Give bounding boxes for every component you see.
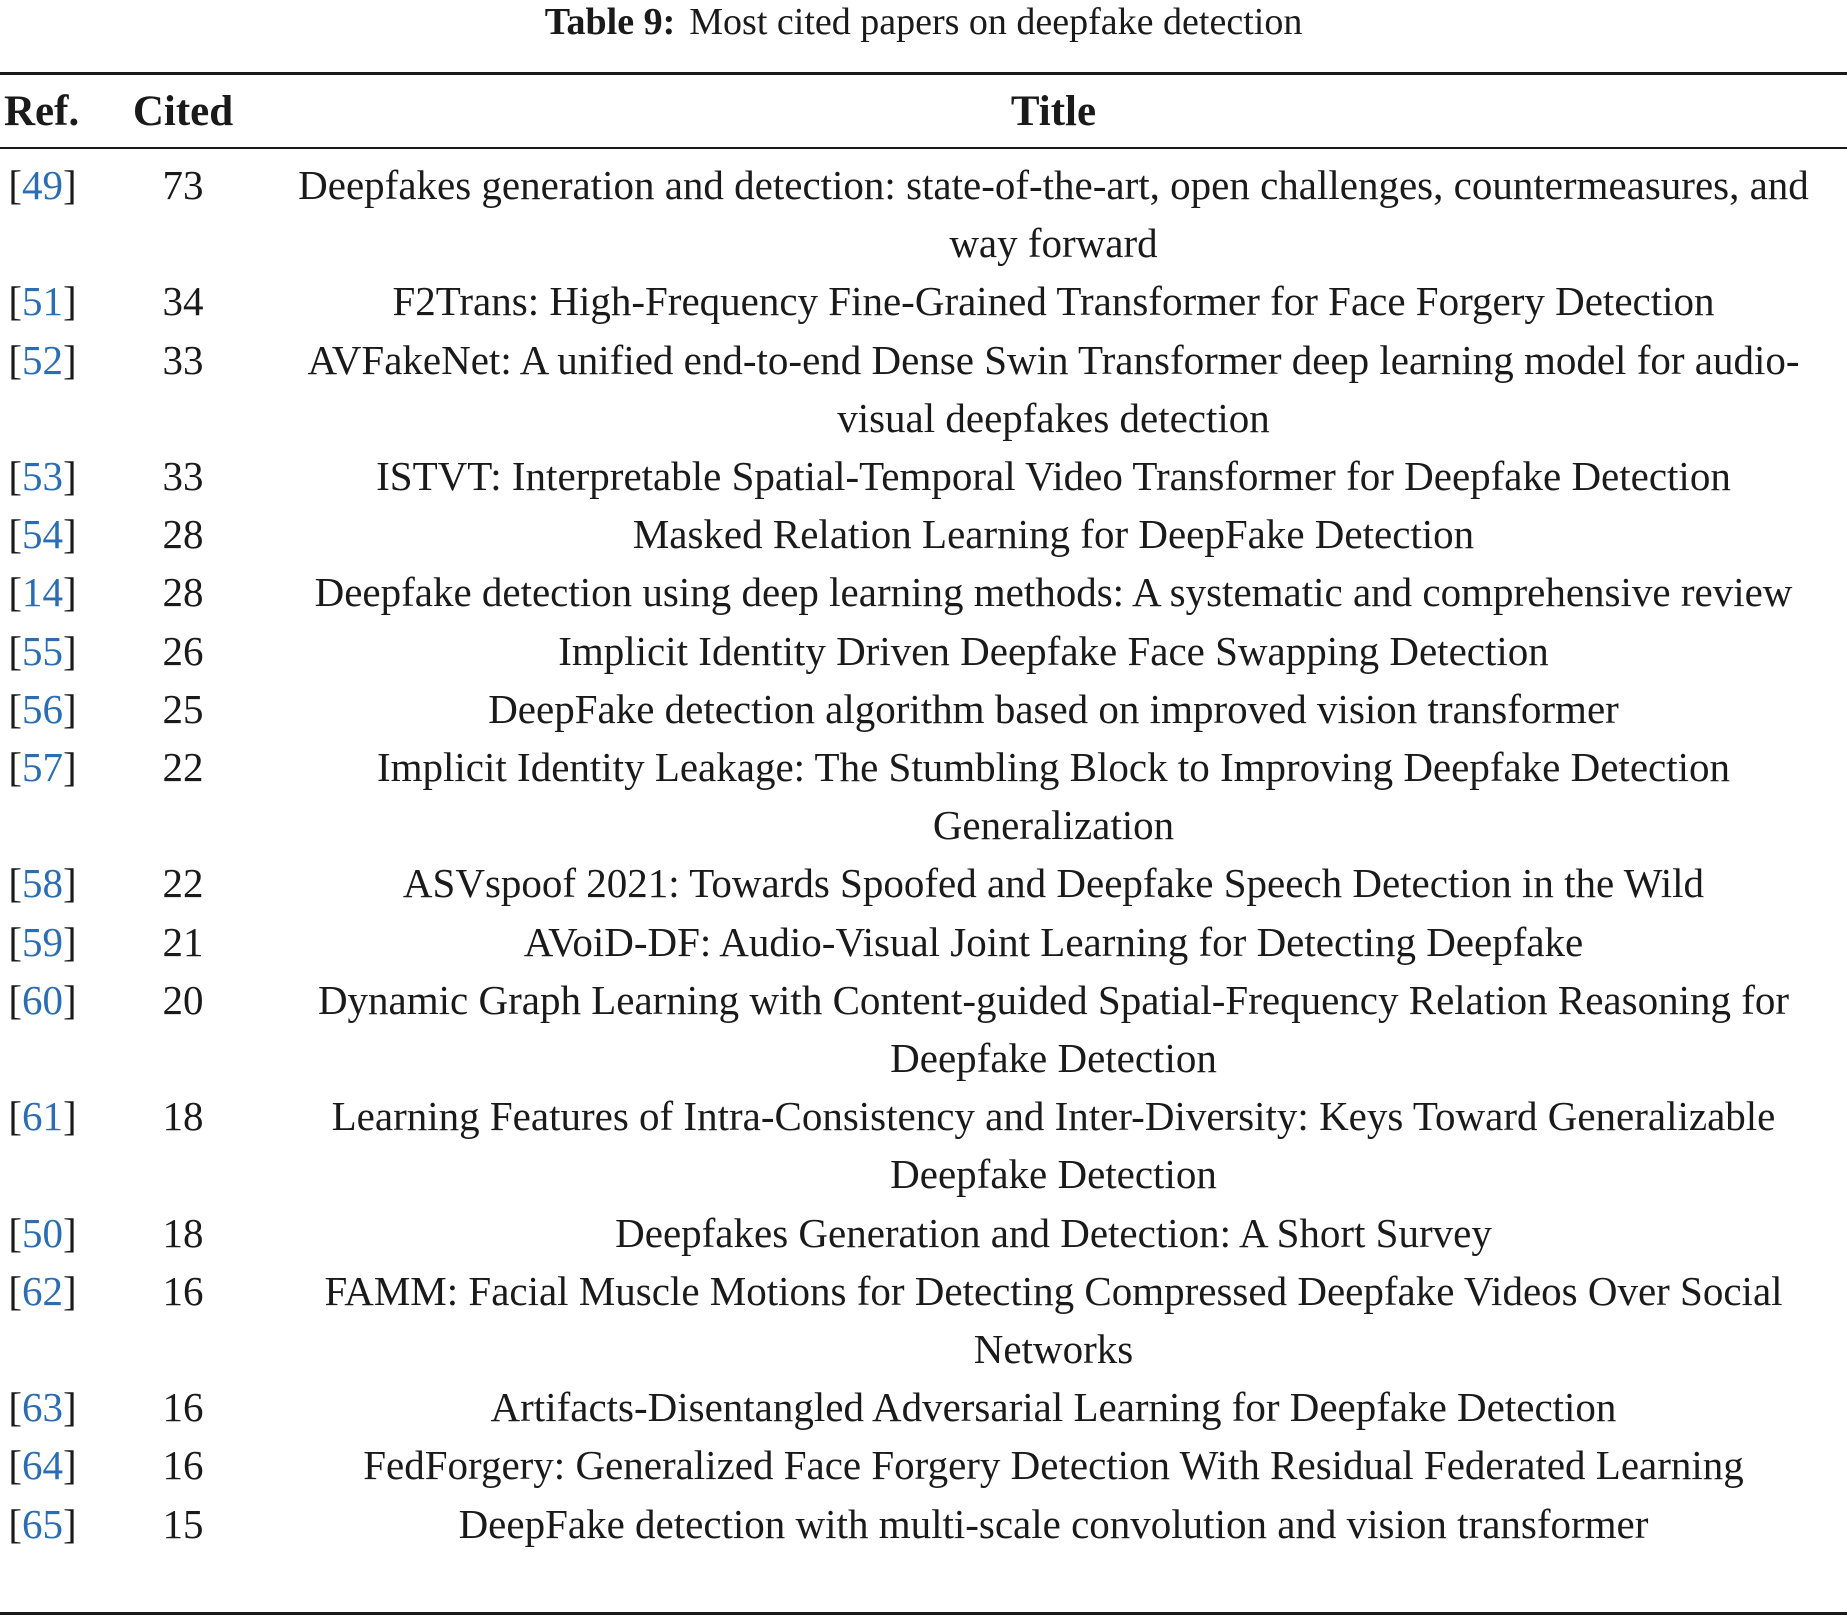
paper-title: Implicit Identity Leakage: The Stumbling Block to Improving Deepfake Detection Generalization (376, 744, 1731, 849)
table-row (0, 854, 1847, 912)
table-row (0, 156, 1847, 272)
table-body (0, 156, 1847, 1553)
reference-cell: [64] (8, 1442, 77, 1489)
cited-count: 16 (162, 1442, 204, 1489)
table-row (0, 1262, 1847, 1378)
paper-title: AVFakeNet: A unified end-to-end Dense Swin Transformer deep learning model for audio-visual deepfakes detection (307, 336, 1800, 441)
paper-title: DeepFake detection algorithm based on improved vision transformer (488, 685, 1619, 732)
reference-cell: [65] (8, 1500, 77, 1547)
reference-link[interactable]: 61 (22, 1093, 63, 1140)
table-row (0, 563, 1847, 621)
reference-link[interactable]: 58 (22, 860, 63, 907)
table-header-row (0, 80, 1847, 144)
reference-cell: [62] (8, 1267, 77, 1314)
reference-link[interactable]: 51 (22, 278, 63, 325)
column-header-ref: Ref. (4, 88, 80, 135)
paper-title: Masked Relation Learning for DeepFake Detection (632, 511, 1475, 558)
cited-count: 15 (162, 1500, 204, 1547)
reference-link[interactable]: 54 (22, 511, 63, 558)
table-row (0, 1204, 1847, 1262)
paper-title: Deepfakes Generation and Detection: A Short Survey (615, 1209, 1492, 1256)
paper-title: F2Trans: High-Frequency Fine-Grained Transformer for Face Forgery Detection (392, 278, 1715, 325)
cited-count: 33 (162, 453, 204, 500)
table-row (0, 971, 1847, 1087)
cited-count: 22 (162, 860, 204, 907)
reference-link[interactable]: 56 (22, 685, 63, 732)
cited-count: 20 (162, 976, 204, 1023)
table-header-rule (0, 147, 1847, 149)
table-row (0, 272, 1847, 330)
reference-link[interactable]: 52 (22, 336, 63, 383)
reference-cell: [53] (8, 453, 77, 500)
cited-count: 18 (162, 1093, 204, 1140)
reference-link[interactable]: 49 (22, 162, 63, 208)
reference-cell: [54] (8, 511, 77, 558)
reference-cell: [55] (8, 627, 77, 674)
table-bottom-rule (0, 1612, 1847, 1615)
reference-cell: [61] (8, 1093, 77, 1140)
reference-link[interactable]: 57 (22, 744, 63, 791)
column-header-cited: Cited (132, 88, 234, 135)
table-row (0, 505, 1847, 563)
table-top-rule (0, 72, 1847, 75)
table-row (0, 738, 1847, 854)
reference-link[interactable]: 63 (22, 1384, 63, 1431)
table-row (0, 331, 1847, 447)
reference-link[interactable]: 62 (22, 1267, 63, 1314)
paper-title: ISTVT: Interpretable Spatial-Temporal Video Transformer for Deepfake Detection (376, 453, 1731, 500)
reference-link[interactable]: 55 (22, 627, 63, 674)
table-caption-text: Most cited papers on deepfake detection (689, 1, 1303, 43)
paper-title: FAMM: Facial Muscle Motions for Detecting Compressed Deepfake Videos Over Social Networks (324, 1267, 1783, 1373)
reference-cell: [52] (8, 336, 77, 383)
table-row (0, 913, 1847, 971)
cited-count: 16 (162, 1267, 204, 1314)
table-row (0, 680, 1847, 738)
reference-cell: [59] (8, 918, 77, 965)
reference-link[interactable]: 53 (22, 453, 63, 500)
reference-cell: [50] (8, 1209, 77, 1256)
paper-title: Deepfake detection using deep learning methods: A systematic and comprehensive review (314, 569, 1793, 616)
cited-count: 25 (162, 685, 204, 732)
cited-count: 18 (162, 1209, 204, 1256)
cited-count: 16 (162, 1384, 204, 1431)
paper-title: Deepfakes generation and detection: state-of-the-art, open challenges, countermeasures, and way forward (298, 162, 1809, 267)
column-header-title: Title (1010, 88, 1097, 135)
paper-title: Learning Features of Intra-Consistency and Inter-Diversity: Keys Toward Generalizable Deepfake Detection (331, 1093, 1776, 1198)
cited-count: 28 (162, 569, 204, 616)
cited-count: 21 (162, 918, 204, 965)
paper-title: Artifacts-Disentangled Adversarial Learning for Deepfake Detection (490, 1384, 1617, 1431)
paper-title: Dynamic Graph Learning with Content-guided Spatial-Frequency Relation Reasoning for Deepfake Detection (317, 976, 1790, 1082)
reference-link[interactable]: 64 (22, 1442, 63, 1489)
cited-count: 34 (162, 278, 204, 325)
table-caption (0, 0, 1847, 44)
reference-cell: [58] (8, 860, 77, 907)
cited-count: 28 (162, 511, 204, 558)
reference-cell: [49] (8, 162, 77, 208)
paper-title: ASVspoof 2021: Towards Spoofed and Deepfake Speech Detection in the Wild (402, 860, 1705, 907)
table-row (0, 1378, 1847, 1436)
paper-title: Implicit Identity Driven Deepfake Face Swapping Detection (558, 627, 1549, 674)
reference-cell: [57] (8, 744, 77, 791)
reference-cell: [63] (8, 1384, 77, 1431)
table-row (0, 622, 1847, 680)
reference-cell: [60] (8, 976, 77, 1023)
cited-count: 73 (162, 162, 204, 208)
table-row (0, 1087, 1847, 1203)
paper-title: DeepFake detection with multi-scale convolution and vision transformer (458, 1500, 1649, 1547)
reference-cell: [14] (8, 569, 77, 616)
reference-cell: [51] (8, 278, 77, 325)
cited-count: 26 (162, 627, 204, 674)
table-row (0, 1436, 1847, 1494)
cited-count: 33 (162, 336, 204, 383)
reference-link[interactable]: 60 (22, 976, 63, 1023)
table-label: Table 9: (544, 1, 676, 43)
reference-link[interactable]: 59 (22, 918, 63, 965)
table-row (0, 1495, 1847, 1553)
table-row (0, 447, 1847, 505)
reference-cell: [56] (8, 685, 77, 732)
paper-title: FedForgery: Generalized Face Forgery Detection With Residual Federated Learning (363, 1442, 1744, 1489)
reference-link[interactable]: 50 (22, 1209, 63, 1256)
reference-link[interactable]: 14 (22, 569, 63, 616)
cited-count: 22 (162, 744, 204, 791)
reference-link[interactable]: 65 (22, 1500, 63, 1547)
paper-title: AVoiD-DF: Audio-Visual Joint Learning for Detecting Deepfake (523, 918, 1584, 965)
